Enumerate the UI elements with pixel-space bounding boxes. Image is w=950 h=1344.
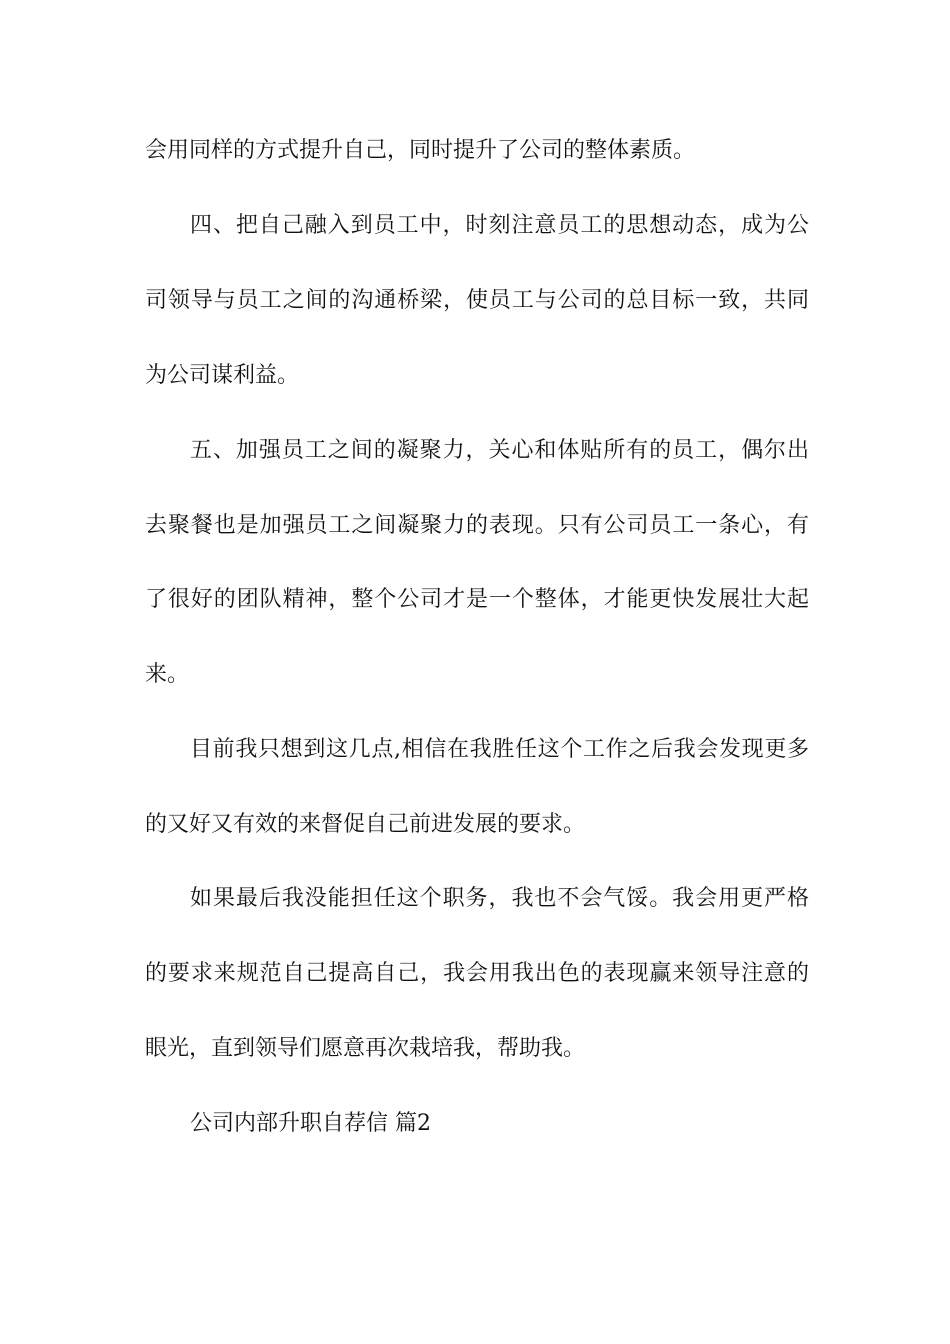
- paragraph-line: 的要求来规范自己提高自己，我会用我出色的表现赢来领导注意的: [145, 961, 809, 986]
- paragraph-line: 来。: [145, 662, 190, 687]
- section-heading: 公司内部升职自荐信 篇2: [190, 1111, 431, 1136]
- paragraph-line: 会用同样的方式提升自己，同时提升了公司的整体素质。: [145, 138, 696, 163]
- paragraph-line: 为公司谋利益。: [145, 363, 300, 388]
- paragraph-line: 五、加强员工之间的凝聚力，关心和体贴所有的员工，偶尔出: [190, 438, 809, 463]
- paragraph-line: 四、把自己融入到员工中，时刻注意员工的思想动态，成为公: [190, 213, 809, 238]
- paragraph-line: 司领导与员工之间的沟通桥梁，使员工与公司的总目标一致，共同: [145, 288, 809, 313]
- paragraph-line: 目前我只想到这几点,相信在我胜任这个工作之后我会发现更多: [190, 737, 809, 762]
- paragraph-line: 了很好的团队精神，整个公司才是一个整体，才能更快发展壮大起: [145, 587, 809, 612]
- paragraph-line: 的又好又有效的来督促自己前进发展的要求。: [145, 812, 586, 837]
- paragraph-line: 如果最后我没能担任这个职务，我也不会气馁。我会用更严格: [190, 886, 809, 911]
- paragraph-line: 眼光，直到领导们愿意再次栽培我，帮助我。: [145, 1036, 586, 1061]
- paragraph-line: 去聚餐也是加强员工之间凝聚力的表现。只有公司员工一条心，有: [145, 513, 809, 538]
